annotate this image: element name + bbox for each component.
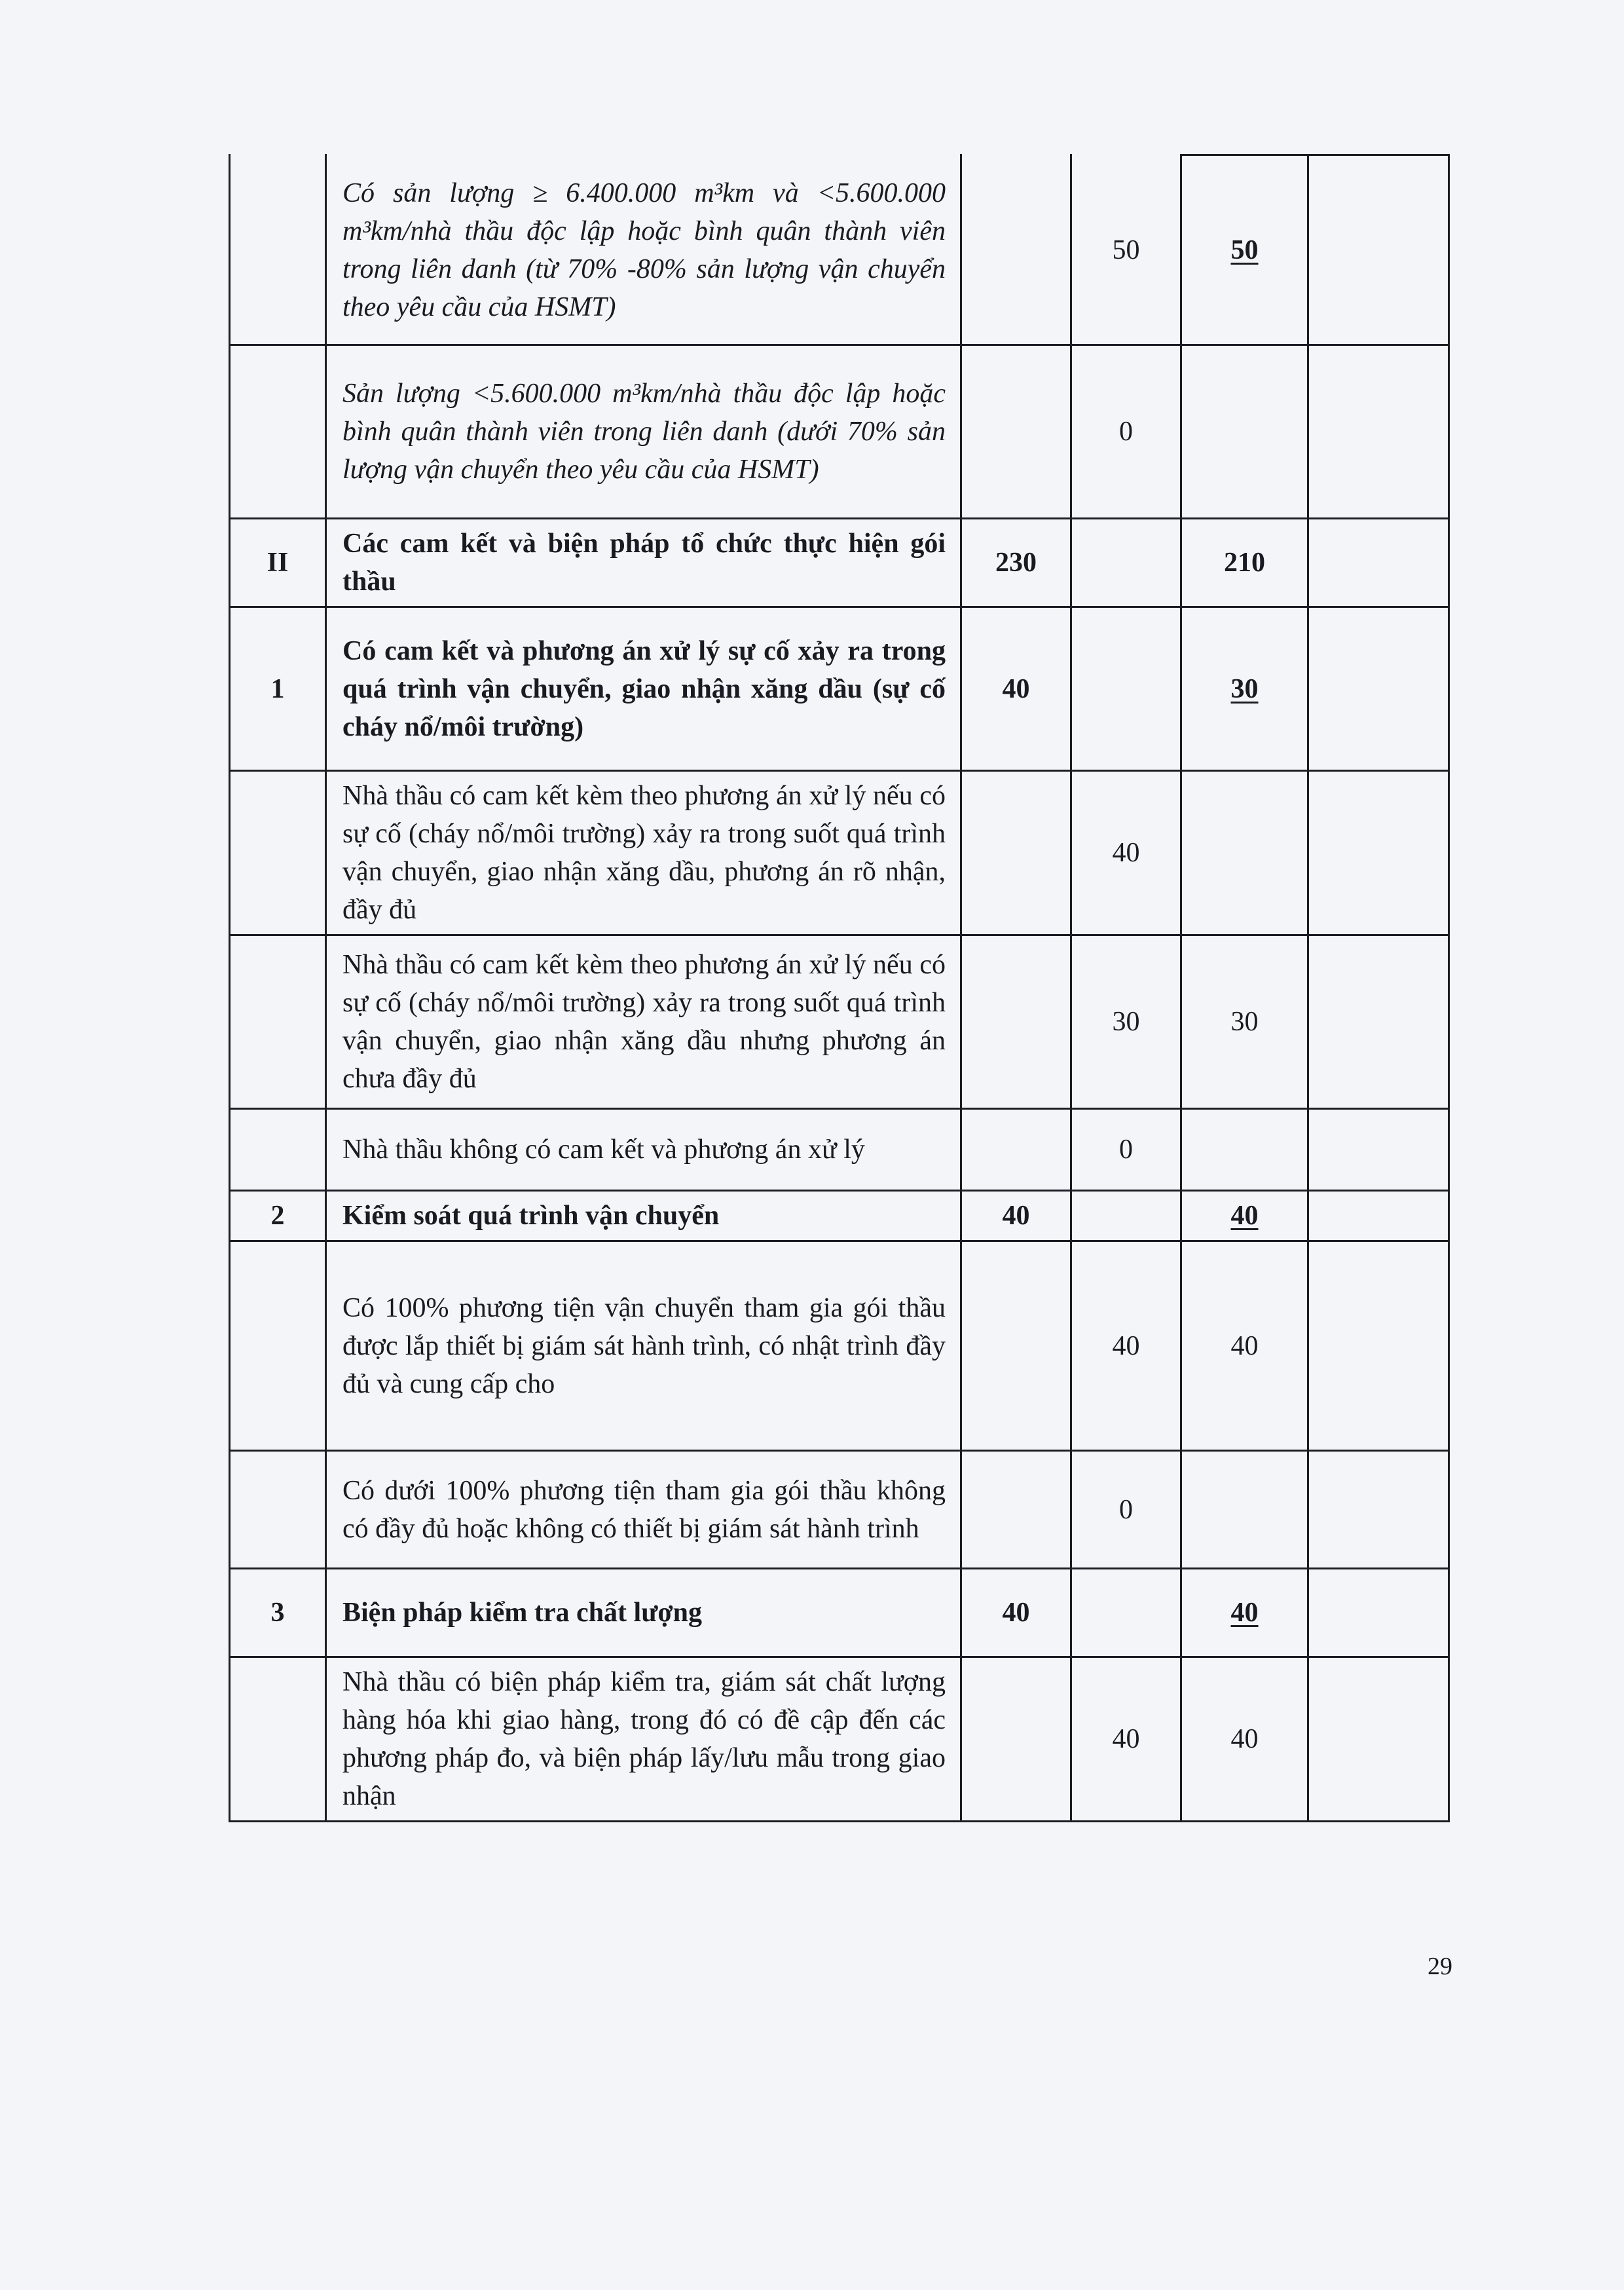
row-sub-score: 50 <box>1071 155 1181 345</box>
row-stt <box>230 935 326 1109</box>
row-sub-score: 0 <box>1071 345 1181 519</box>
row-note <box>1308 519 1449 607</box>
row-eval-score <box>1181 1451 1308 1569</box>
row-stt <box>230 155 326 345</box>
row-sub-score: 40 <box>1071 771 1181 935</box>
row-eval-score <box>1181 345 1308 519</box>
row-stt: II <box>230 519 326 607</box>
row-content: Nhà thầu có cam kết kèm theo phương án xử lý nếu có sự cố (cháy nổ/môi trường) xảy ra trong suốt quá trình vận chuyển, giao nhận xăng dầu nhưng phương án chưa đầy đủ <box>326 935 961 1109</box>
row-content: Các cam kết và biện pháp tổ chức thực hiện gói thầu <box>326 519 961 607</box>
row-eval-score: 30 <box>1181 935 1308 1109</box>
row-sub-score <box>1071 1569 1181 1657</box>
row-eval-score: 40 <box>1230 1598 1259 1628</box>
page-number: 29 <box>1428 1953 1452 1980</box>
row-eval-score: 40 <box>1230 1201 1259 1231</box>
row-note <box>1308 771 1449 935</box>
table-row <box>230 607 1449 771</box>
row-stt <box>230 1241 326 1451</box>
row-max-score: 230 <box>961 519 1071 607</box>
row-content: Biện pháp kiểm tra chất lượng <box>326 1569 961 1657</box>
row-eval-score: 40 <box>1181 1241 1308 1451</box>
row-content: Nhà thầu không có cam kết và phương án xử lý <box>326 1109 961 1191</box>
row-content: Sản lượng <5.600.000 m³km/nhà thầu độc lập hoặc bình quân thành viên trong liên danh (dưới 70% sản lượng vận chuyển theo yêu cầu của HSMT) <box>326 345 961 519</box>
row-content: Có dưới 100% phương tiện tham gia gói thầu không có đầy đủ hoặc không có thiết bị giám sát hành trình <box>326 1451 961 1569</box>
row-note <box>1308 1451 1449 1569</box>
row-eval-score: 210 <box>1181 519 1308 607</box>
row-max-score <box>961 935 1071 1109</box>
row-eval-score <box>1181 1109 1308 1191</box>
row-note <box>1308 155 1449 345</box>
table-row <box>230 345 1449 519</box>
row-content: Có sản lượng ≥ 6.400.000 m³km và <5.600.000 m³km/nhà thầu độc lập hoặc bình quân thành viên trong liên danh (từ 70% -80% sản lượng vận chuyển theo yêu cầu của HSMT) <box>326 155 961 345</box>
row-note <box>1308 607 1449 771</box>
row-note <box>1308 935 1449 1109</box>
row-note <box>1308 1569 1449 1657</box>
row-sub-score <box>1071 607 1181 771</box>
row-max-score <box>961 1241 1071 1451</box>
row-stt <box>230 345 326 519</box>
table-row <box>230 1109 1449 1191</box>
row-stt: 3 <box>230 1569 326 1657</box>
row-eval-score: 30 <box>1230 673 1259 704</box>
row-sub-score <box>1071 1191 1181 1241</box>
row-note <box>1308 1657 1449 1822</box>
table-row <box>230 1191 1449 1241</box>
row-content: Nhà thầu có cam kết kèm theo phương án xử lý nếu có sự cố (cháy nổ/môi trường) xảy ra trong suốt quá trình vận chuyển, giao nhận xăng dầu, phương án rõ nhận, đầy đủ <box>326 771 961 935</box>
row-note <box>1308 1241 1449 1451</box>
row-stt: 1 <box>230 607 326 771</box>
row-sub-score: 0 <box>1071 1109 1181 1191</box>
row-content: Có 100% phương tiện vận chuyển tham gia gói thầu được lắp thiết bị giám sát hành trình, có nhật trình đầy đủ và cung cấp cho <box>326 1241 961 1451</box>
table-row <box>230 1241 1449 1451</box>
row-max-score: 40 <box>961 607 1071 771</box>
table-row <box>230 1451 1449 1569</box>
row-stt <box>230 1109 326 1191</box>
row-eval-score: 50 <box>1230 235 1259 265</box>
table-row <box>230 519 1449 607</box>
row-max-score <box>961 1657 1071 1822</box>
table-row <box>230 155 1449 345</box>
evaluation-table <box>229 154 1450 1822</box>
row-stt <box>230 771 326 935</box>
row-max-score <box>961 1109 1071 1191</box>
row-max-score <box>961 345 1071 519</box>
row-content: Kiểm soát quá trình vận chuyển <box>326 1191 961 1241</box>
row-max-score <box>961 1451 1071 1569</box>
row-max-score <box>961 155 1071 345</box>
row-note <box>1308 345 1449 519</box>
table-row <box>230 771 1449 935</box>
row-eval-score: 40 <box>1181 1657 1308 1822</box>
row-sub-score: 40 <box>1071 1241 1181 1451</box>
row-sub-score: 30 <box>1071 935 1181 1109</box>
row-max-score <box>961 771 1071 935</box>
row-eval-score <box>1181 771 1308 935</box>
table-row <box>230 1569 1449 1657</box>
row-note <box>1308 1109 1449 1191</box>
row-max-score: 40 <box>961 1191 1071 1241</box>
row-note <box>1308 1191 1449 1241</box>
row-content: Có cam kết và phương án xử lý sự cố xảy ra trong quá trình vận chuyển, giao nhận xăng dầu (sự cố cháy nổ/môi trường) <box>326 607 961 771</box>
table-row <box>230 935 1449 1109</box>
row-stt <box>230 1451 326 1569</box>
row-sub-score: 0 <box>1071 1451 1181 1569</box>
row-max-score: 40 <box>961 1569 1071 1657</box>
row-content: Nhà thầu có biện pháp kiểm tra, giám sát chất lượng hàng hóa khi giao hàng, trong đó có đề cập đến các phương pháp đo, và biện pháp lấy/lưu mẫu trong giao nhận <box>326 1657 961 1822</box>
row-sub-score <box>1071 519 1181 607</box>
row-sub-score: 40 <box>1071 1657 1181 1822</box>
row-stt: 2 <box>230 1191 326 1241</box>
table-row <box>230 1657 1449 1822</box>
row-stt <box>230 1657 326 1822</box>
